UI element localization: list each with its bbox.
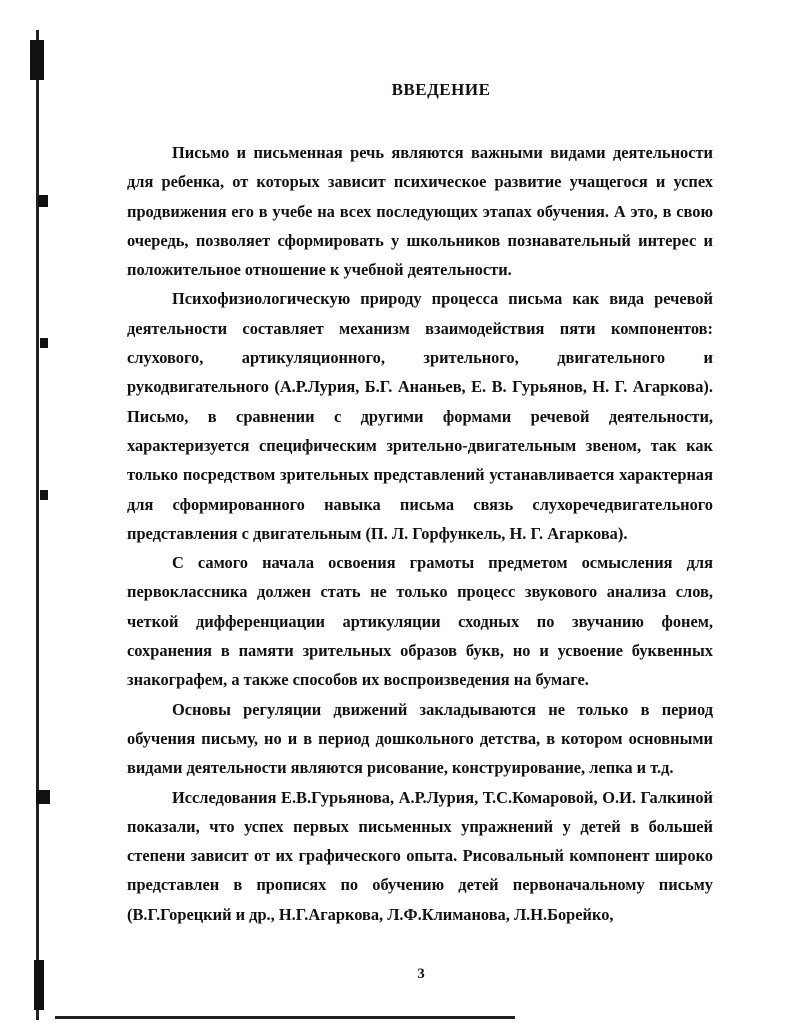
page-number: 3 <box>417 966 425 982</box>
document-body <box>127 138 713 929</box>
scan-mark <box>38 195 48 207</box>
paragraph: Исследования Е.В.Гурьянова, А.Р.Лурия, Т.С.Комаровой, О.И. Галкиной показали, что успех первых письменных упражнений у детей в большей степени зависит от их графического опыта. Рисовальный компонент широко представлен в прописях по обучению детей первоначальному письму (В.Г.Горецкий и др., Н.Г.Агаркова, Л.Ф.Климанова, Л.Н.Борейко, <box>127 787 713 924</box>
scan-margin-line <box>36 30 39 1020</box>
scan-mark <box>30 40 44 80</box>
page-title: ВВЕДЕНИЕ <box>391 80 491 99</box>
paragraph: Психофизиологическую природу процесса письма как вида речевой деятельности составляет механизм взаимодействия пяти компонентов: слухового, артикуляционного, зрительного, двигательного и рукодвигательного (А.Р.Лурия, Б.Г. Ананьев, Е. В. Гурьянов, Н. Г. Агаркова). Письмо, в сравнении с другими формами речевой деятельности, характеризуется специфическим зрительно-двигательным звеном, так как только посредством зрительных представлений устанавливается характерная для сформированного навыка письма связь слухоречедвигательного представления с двигательным (П. Л. Горфункель, Н. Г. Агаркова). <box>127 289 713 543</box>
scan-bottom-line <box>55 1016 515 1019</box>
scan-mark <box>40 338 48 348</box>
paragraph: Основы регуляции движений закладываются не только в период обучения письму, но и в период дошкольного детства, в котором основными видами деятельности являются рисование, конструирование, лепка и т.д. <box>127 699 713 778</box>
paragraph: Письмо и письменная речь являются важными видами деятельности для ребенка, от которых зависит психическое развитие учащегося и успех продвижения его в учебе на всех последующих этапах обучения. А это, в свою очередь, позволяет сформировать у школьников познавательный интерес и положительное отношение к учебной деятельности. <box>127 143 713 280</box>
scan-mark <box>40 490 48 500</box>
scan-mark <box>36 790 50 804</box>
paragraph: С самого начала освоения грамоты предметом осмысления для первоклассника должен стать не только процесс звукового анализа слов, четкой дифференциации артикуляции сходных по звучанию фонем, сохранения в памяти зрительных образов букв, но и усвоение буквенных знакографем, а также способов их воспроизведения на бумаге. <box>127 553 713 690</box>
